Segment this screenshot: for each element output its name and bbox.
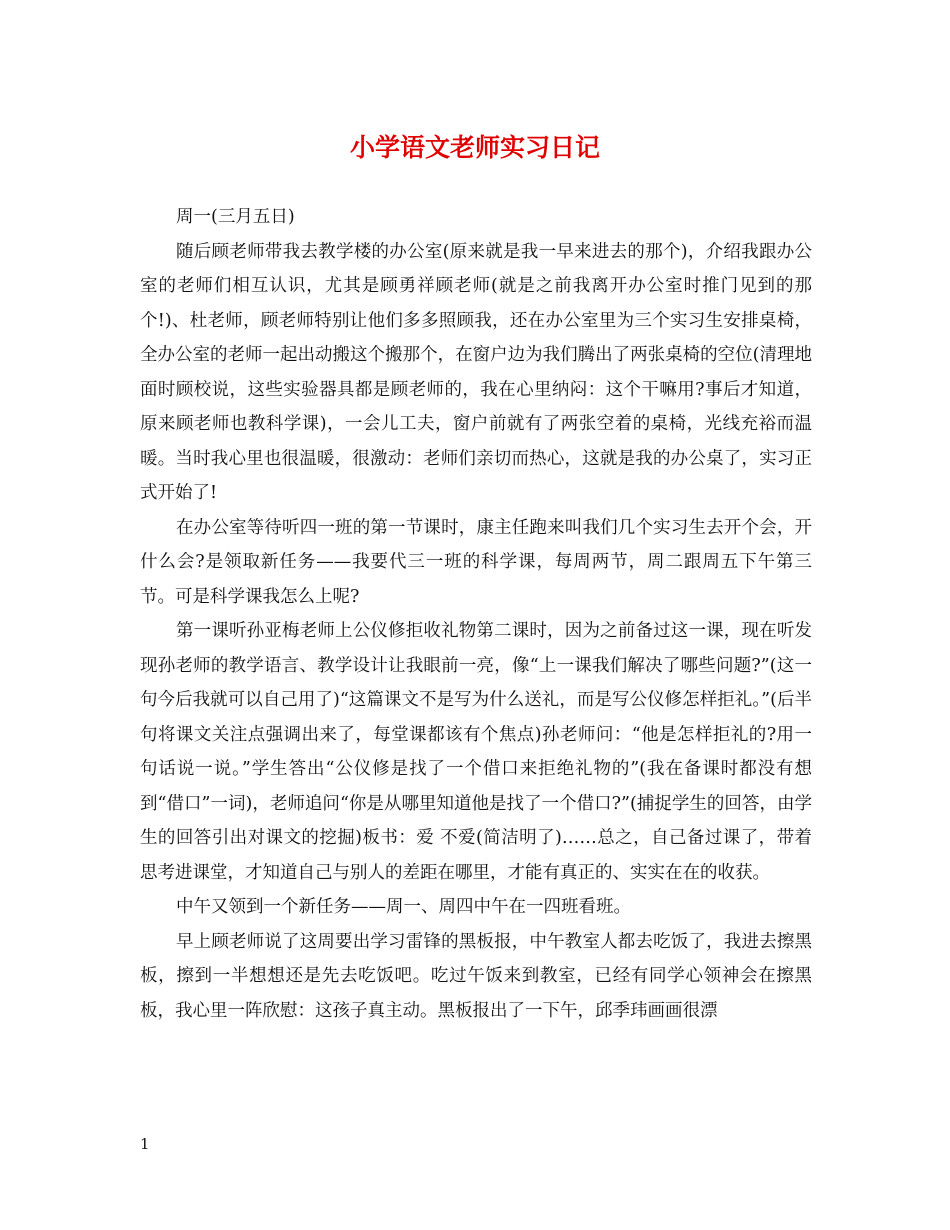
paragraph-meeting: 在办公室等待听四一班的第一节课时，康主任跑来叫我们几个实习生去开个会，开什么会?是领取新任务——我要代三一班的科学课，每周两节，周二跟周五下午第三节。可是科学课我怎么上呢? <box>140 517 812 607</box>
paragraph-new-task: 中午又领到一个新任务——周一、周四中午在一四班看班。 <box>176 897 631 917</box>
paragraph-office: 随后顾老师带我去教学楼的办公室(原来就是我一早来进去的那个)，介绍我跟办公室的老师们相互认识，尤其是顾勇祥顾老师(就是之前我离开办公室时推门见到的那个!)、杜老师，顾老师特别让他们多多照顾我，还在办公室里为三个实习生安排桌椅，全办公室的老师一起出动搬这个搬那个，在窗户边为我们腾出了两张桌椅的空位(清理地面时顾校说，这些实验器具都是顾老师的，我在心里纳闷：这个干嘛用?事后才知道，原来顾老师也教科学课)，一会儿工夫，窗户前就有了两张空着的桌椅，光线充裕而温暖。当时我心里也很温暖，很激动：老师们亲切而热心，这就是我的办公桌了，实习正式开始了! <box>140 241 812 503</box>
page-number: 1 <box>140 1135 150 1153</box>
document-body <box>140 200 812 1028</box>
paragraph-first-lesson: 第一课听孙亚梅老师上公仪修拒收礼物第二课时，因为之前备过这一课，现在听发现孙老师的教学语言、教学设计让我眼前一亮，像“上一课我们解决了哪些问题?”(这一句今后我就可以自己用了)“这篇课文不是写为什么送礼，而是写公仪修怎样拒礼。”(后半句将课文关注点强调出来了，每堂课都该有个焦点)孙老师问：“他是怎样拒礼的?用一句话说一说。”学生答出“公仪修是找了一个借口来拒绝礼物的”(我在备课时都没有想到“借口”一词)，老师追问“你是从哪里知道他是找了一个借口?”(捕捉学生的回答，由学生的回答引出对课文的挖掘)板书：爱 不爱(简洁明了)……总之，自己备过课了，带着思考进课堂，才知道自己与别人的差距在哪里，才能有真正的、实实在在的收获。 <box>140 621 812 883</box>
paragraph-blackboard: 早上顾老师说了这周要出学习雷锋的黑板报，中午教室人都去吃饭了，我进去擦黑板，擦到一半想想还是先去吃饭吧。吃过午饭来到教室，已经有同学心领神会在擦黑板，我心里一阵欣慰：这孩子真主动。黑板报出了一下午，邱季玮画画很漂 <box>140 931 812 1021</box>
paragraph-date: 周一(三月五日) <box>176 207 295 227</box>
document-title: 小学语文老师实习日记 <box>349 133 600 162</box>
